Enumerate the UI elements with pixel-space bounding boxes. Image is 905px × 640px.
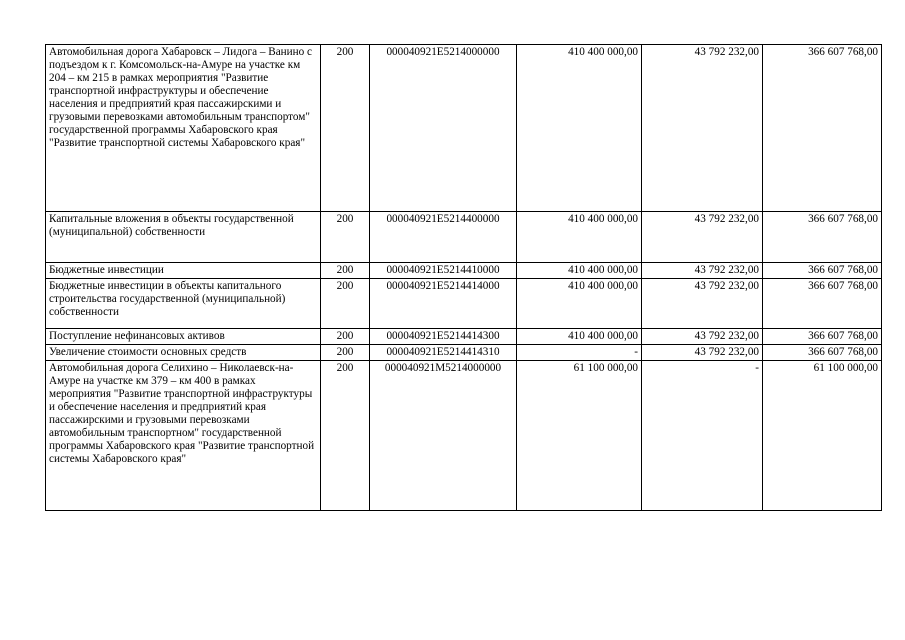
row-remaining-cell: 366 607 768,00 [763,329,882,345]
row-code-cell: 200 [321,345,370,361]
row-kbk-cell: 000040921M5214000000 [370,361,517,511]
row-executed-cell: 43 792 232,00 [642,329,763,345]
row-executed-cell: 43 792 232,00 [642,345,763,361]
row-kbk-cell: 000040921E5214414300 [370,329,517,345]
row-name-cell: Поступление нефинансовых активов [46,329,321,345]
row-name-cell: Капитальные вложения в объекты государственной (муниципальной) собственности [46,212,321,263]
table-row [46,345,882,361]
row-kbk-cell: 000040921E5214414000 [370,279,517,329]
row-kbk-cell: 000040921E5214000000 [370,45,517,212]
row-name-cell: Бюджетные инвестиции в объекты капитального строительства государственной (муниципальной) собственности [46,279,321,329]
row-kbk-cell: 000040921E5214410000 [370,263,517,279]
table-row [46,263,882,279]
row-plan-cell: - [517,345,642,361]
row-code-cell: 200 [321,329,370,345]
row-plan-cell: 410 400 000,00 [517,263,642,279]
row-code-cell: 200 [321,361,370,511]
row-executed-cell: 43 792 232,00 [642,263,763,279]
row-remaining-cell: 366 607 768,00 [763,45,882,212]
row-name-cell: Автомобильная дорога Хабаровск – Лидога – Ванино с подъездом к г. Комсомольск-на-Амуре на участке км 204 – км 215 в рамках мероприятия "Развитие транспортной инфраструктуры и обеспечение населения и предприятий края пассажирскими и грузовыми перевозками автомобильным транспортом" государственной программы Хабаровского края "Развитие транспортной системы Хабаровского края" [46,45,321,212]
row-kbk-cell: 000040921E5214400000 [370,212,517,263]
row-executed-cell: 43 792 232,00 [642,279,763,329]
row-code-cell: 200 [321,279,370,329]
row-plan-cell: 410 400 000,00 [517,212,642,263]
row-remaining-cell: 366 607 768,00 [763,212,882,263]
table-row [46,329,882,345]
row-code-cell: 200 [321,45,370,212]
row-kbk-cell: 000040921E5214414310 [370,345,517,361]
row-remaining-cell: 366 607 768,00 [763,345,882,361]
table-row [46,361,882,511]
row-remaining-cell: 366 607 768,00 [763,263,882,279]
table-row [46,279,882,329]
row-plan-cell: 410 400 000,00 [517,45,642,212]
row-name-cell: Увеличение стоимости основных средств [46,345,321,361]
row-plan-cell: 410 400 000,00 [517,279,642,329]
row-remaining-cell: 366 607 768,00 [763,279,882,329]
row-code-cell: 200 [321,212,370,263]
row-executed-cell: 43 792 232,00 [642,45,763,212]
row-plan-cell: 61 100 000,00 [517,361,642,511]
row-code-cell: 200 [321,263,370,279]
row-name-cell: Бюджетные инвестиции [46,263,321,279]
row-executed-cell: 43 792 232,00 [642,212,763,263]
row-plan-cell: 410 400 000,00 [517,329,642,345]
row-remaining-cell: 61 100 000,00 [763,361,882,511]
budget-execution-table [45,44,882,511]
row-executed-cell: - [642,361,763,511]
table-row [46,212,882,263]
row-name-cell: Автомобильная дорога Селихино – Николаевск-на-Амуре на участке км 379 – км 400 в рамках мероприятия "Развитие транспортной инфраструктуры и обеспечение населения и предприятий края пассажирскими и грузовыми перевозками автомобильным транспортном" государственной программы Хабаровского края "Развитие транспортной системы Хабаровского края" [46,361,321,511]
table-row [46,45,882,212]
